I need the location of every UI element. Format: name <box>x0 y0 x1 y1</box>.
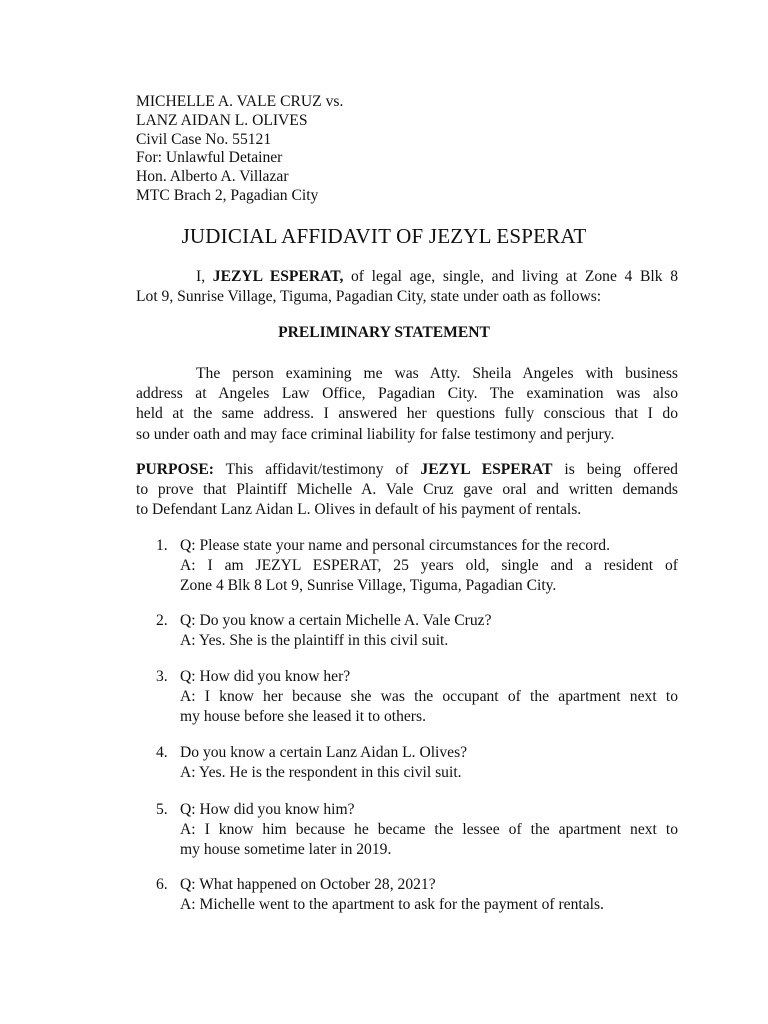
qa-number: 4. <box>156 744 168 761</box>
intro-prefix: I, <box>196 268 213 285</box>
purpose-line-3: to Defendant Lanz Aidan L. Olives in default of his payment of rentals. <box>136 501 582 519</box>
caption-case-nature: For: Unlawful Detainer <box>136 149 283 167</box>
qa-item-1 <box>156 536 678 597</box>
qa-answer: A: Yes. He is the respondent in this civil suit. <box>180 764 462 782</box>
purpose-affiant-name: JEZYL ESPERAT <box>420 461 553 478</box>
preliminary-heading: PRELIMINARY STATEMENT <box>278 324 490 341</box>
purpose-label: PURPOSE: <box>136 461 214 478</box>
preliminary-line-1: The person examining me was Atty. Sheila Angeles with business <box>196 365 678 382</box>
intro-line-2: Lot 9, Sunrise Village, Tiguma, Pagadian City, state under oath as follows: <box>136 288 602 306</box>
caption-case-number: Civil Case No. 55121 <box>136 130 272 148</box>
affiant-name: JEZYL ESPERAT, <box>212 268 344 285</box>
qa-number: 2. <box>156 612 168 629</box>
qa-item-6 <box>156 875 678 915</box>
qa-number: 6. <box>156 876 168 893</box>
purpose-text: This affidavit/testimony of <box>213 461 421 478</box>
preliminary-line-2: address at Angeles Law Office, Pagadian City. The examination was also <box>136 385 678 403</box>
qa-item-3 <box>156 667 678 728</box>
qa-answer: A: I am JEZYL ESPERAT, 25 years old, single and a resident of <box>180 557 678 575</box>
preliminary-line-3: held at the same address. I answered her questions fully conscious that I do <box>136 405 678 423</box>
qa-answer: A: Michelle went to the apartment to ask for the payment of rentals. <box>180 896 604 914</box>
intro-paragraph <box>136 267 678 307</box>
qa-item-2 <box>156 611 678 651</box>
qa-question: Q: Please state your name and personal circumstances for the record. <box>180 537 610 554</box>
qa-answer: A: I know her because she was the occupant of the apartment next to <box>180 688 678 706</box>
qa-item-5 <box>156 800 678 861</box>
document-title: JUDICIAL AFFIDAVIT OF JEZYL ESPERAT <box>181 224 587 248</box>
qa-number: 5. <box>156 801 168 818</box>
qa-question: Q: How did you know her? <box>180 668 351 685</box>
qa-answer: A: Yes. She is the plaintiff in this civil suit. <box>180 632 449 650</box>
qa-question: Q: Do you know a certain Michelle A. Vale Cruz? <box>180 612 492 629</box>
preliminary-line-4: so under oath and may face criminal liability for false testimony and perjury. <box>136 425 615 443</box>
caption-judge: Hon. Alberto A. Villazar <box>136 168 289 186</box>
qa-number: 1. <box>156 537 168 554</box>
qa-answer: A: I know him because he became the lessee of the apartment next to <box>180 821 678 839</box>
qa-answer-continued: my house before she leased it to others. <box>180 708 426 726</box>
qa-number: 3. <box>156 668 168 685</box>
purpose-line-1 <box>136 460 678 480</box>
case-caption <box>136 93 343 206</box>
purpose-text-end: is being offered <box>552 461 678 478</box>
qa-question: Do you know a certain Lanz Aidan L. Olives? <box>180 744 468 761</box>
caption-parties-line: MICHELLE A. VALE CRUZ vs. <box>136 93 344 110</box>
caption-court: MTC Brach 2, Pagadian City <box>136 186 319 204</box>
qa-answer-continued: my house sometime later in 2019. <box>180 841 392 859</box>
purpose-paragraph <box>136 460 678 521</box>
qa-question: Q: How did you know him? <box>180 801 355 818</box>
qa-question: Q: What happened on October 28, 2021? <box>180 876 436 893</box>
intro-text: of legal age, single, and living at Zone 4 Blk 8 <box>343 268 678 285</box>
caption-defendant-line: LANZ AIDAN L. OLIVES <box>136 111 308 129</box>
qa-item-4 <box>156 743 678 783</box>
preliminary-paragraph <box>136 364 678 445</box>
purpose-line-2: to prove that Plaintiff Michelle A. Vale Cruz gave oral and written demands <box>136 481 678 499</box>
qa-answer-continued: Zone 4 Blk 8 Lot 9, Sunrise Village, Tiguma, Pagadian City. <box>180 577 557 595</box>
intro-line-1 <box>136 267 678 287</box>
